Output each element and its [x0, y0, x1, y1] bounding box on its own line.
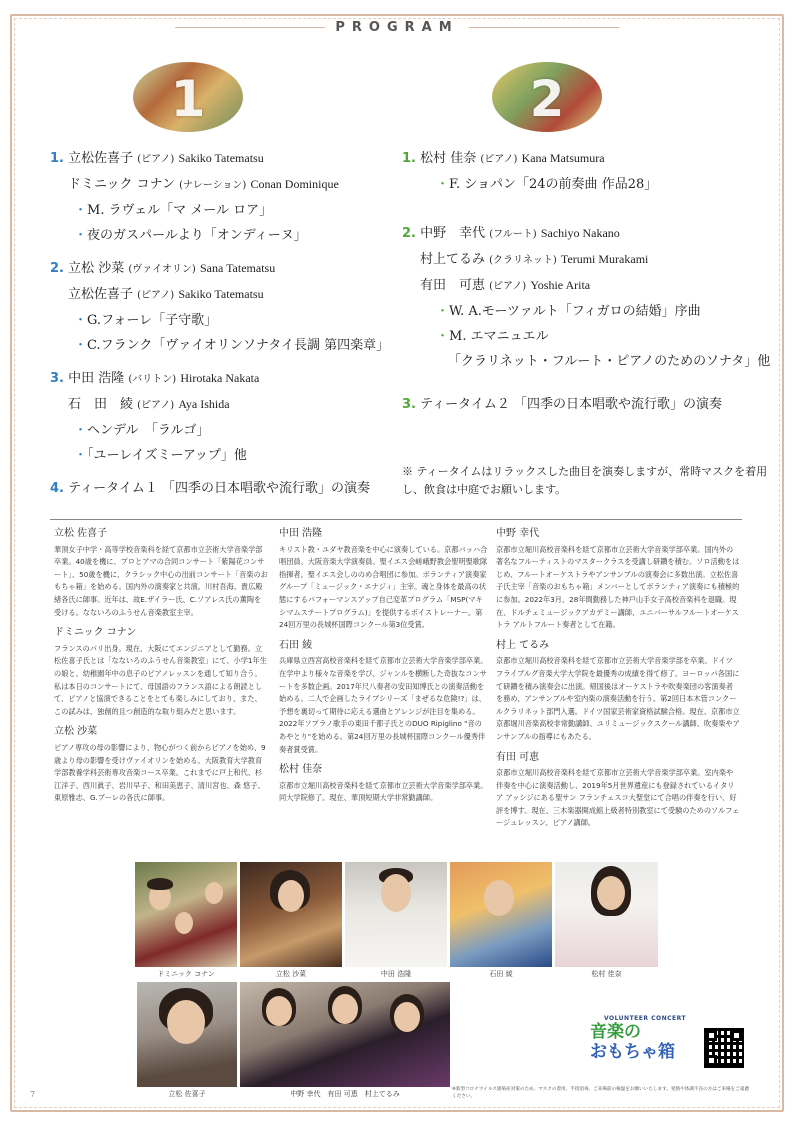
bio-text: キリスト教・ユダヤ教音楽を中心に演奏している。京都バッハ合唱団員、大阪音楽大学演奏員、聖イエス会嵯峨野教会聖明聖歌隊指揮者。聖イエス会しののめ合唱団に参加。ボランティア演奏家グループ「ミュージック・エナジィ」主宰。魂と身体を最高の状態にするパフォーマンスアップ自己変革プログラム「MSP(マキシマムステートプログラム)」を提供するボイストレーナー。第24回万里の長城杯国際コンクール第3位受賞。 — [279, 544, 488, 630]
program-item — [402, 146, 772, 172]
program-item — [50, 282, 390, 308]
omocha-bako-logo — [590, 1015, 700, 1075]
performer-romaji: Sachiyo Nakano — [540, 226, 620, 240]
performer-role: (バリトン) — [128, 374, 177, 385]
item-number: 3. — [50, 371, 64, 386]
bio-column-3 — [496, 528, 740, 838]
photo-nakata — [345, 862, 447, 967]
mask-note: ※ ティータイムはリラックスした曲目を演奏しますが、常時マスクを着用し、飲食は中庭でお願いします。 — [402, 465, 768, 496]
performer-role: (ピアノ) — [489, 281, 527, 292]
program-item — [50, 256, 390, 282]
bio-name: 中野 幸代 — [496, 528, 540, 539]
bio-text: 京都市立堀川高校音楽科を経て京都市立芸術大学音楽学部卒業。室内楽や伴奏を中心に演奏活動し、2019年5月世界遺産にも登録されているイタリア アッシジにある聖サン フランチェスコ大聖堂にて合唱の伴奏を行い、好評を博す。現在、三木楽器開成館上級者特別教室にて受験のためのソルフェージュレッスン、ピアノ講師。 — [496, 768, 740, 828]
program-item — [50, 172, 390, 198]
photo-conan-family — [135, 862, 237, 967]
piece: ・ヘンデル 「ラルゴ」 — [74, 423, 210, 438]
piece-title: G.フォーレ「子守歌」 — [87, 313, 218, 328]
performer-romaji: Yoshie Arita — [530, 278, 591, 292]
heading-rule-right — [469, 27, 619, 28]
performer-name: 立松佐喜子 — [68, 287, 134, 302]
performer-role: (ピアノ) — [137, 400, 175, 411]
bio-text: 京都市立堀川高校音楽科を経て京都市立芸術大学音楽学部卒業。同大学院修了。現在、華頂短期大学非常勤講師。 — [279, 780, 488, 803]
performer-romaji: Conan Dominique — [250, 177, 339, 191]
item-number: 1. — [50, 151, 64, 166]
item-number: 2. — [50, 261, 64, 276]
bio-text: 華頂女子中学・高等学校音楽科を経て京都市立芸術大学音楽学部卒業。40歳を機に、プロとアマの合同コンサート「紫陽花コンサート」、50歳を機に、クラシック中心の出前コンサート「音楽のおもちゃ箱」を始める。国内外の演奏家と共演。川村吾海、貴広殿緒各氏に師事。近年は、故E.ザイラー氏、C.ソアレス氏の薫陶を受ける。なないろのふうせん音楽教室主宰。 — [54, 544, 268, 617]
performer-role: (フルート) — [489, 229, 537, 240]
piece: ・夜のガスパールより「オンディーヌ」 — [74, 228, 307, 243]
photo-caption: 松村 佳奈 — [591, 970, 622, 978]
logo-line-1: 音楽の — [590, 1022, 641, 1042]
performer-role: (ピアノ) — [480, 154, 518, 165]
piece-title: 「クラリネット・フルート・ピアノのためのソナタ」他 — [448, 354, 771, 369]
teatime-item — [402, 392, 772, 417]
item-number: 1. — [402, 151, 416, 166]
part-2-badge — [492, 62, 602, 132]
piece — [402, 349, 772, 374]
performer-romaji: Kana Matsumura — [521, 151, 605, 165]
performer-romaji: Sakiko Tatematsu — [178, 151, 264, 165]
piece-title: F. ショパン「24の前奏曲 作品28」 — [449, 177, 658, 192]
performer-name: 石 田 綾 — [68, 397, 134, 412]
performer-romaji: Aya Ishida — [178, 397, 230, 411]
performer-romaji: Hirotaka Nakata — [180, 371, 260, 385]
bio-column-2 — [279, 528, 489, 813]
program-heading — [0, 20, 794, 35]
performer-name: 村上てるみ — [420, 252, 486, 267]
piece-title: C.フランク「ヴァイオリンソナタイ長調 第四楽章」 — [87, 338, 390, 353]
footnote: ※新型コロナウイルス感染症対策のため、マスクの着用、手指消毒、ご来場前の検温をお願いいたします。発熱や体調不良の方はご来場をご遠慮ください。 — [452, 1087, 750, 1099]
program-item — [402, 247, 772, 273]
piece-title: W. A.モーツァルト「フィガロの結婚」序曲 — [449, 304, 701, 319]
bio-name: 立松 沙菜 — [54, 726, 98, 738]
performer-romaji: Sakiko Tatematsu — [178, 287, 264, 301]
performer-romaji: Terumi Murakami — [560, 252, 649, 266]
photo-sakiko — [137, 982, 237, 1087]
piece-title: 「ユーレイズミーアップ」他 — [87, 448, 247, 463]
piece: ・「ユーレイズミーアップ」他 — [74, 448, 247, 463]
bio-name: 立松 佐喜子 — [54, 528, 108, 539]
bio-text: 京都市立堀川高校音楽科を経て京都市立芸術大学音楽学部を卒業。ドイツ フライブルグ音楽大学大学院を最優秀の成績を得て修了。ヨーロッパ各国にて研鑽を積み演奏会に出演。帰国後はオーケストラや吹奏楽団の客演奏者を務め、アンサンブルや室内楽の演奏活動を行う。第2回日本木管コンクールクラリネット部門入選。ドイツ国家芸術家資格試験合格。現在、京都市立京都堀川音楽高校非常勤講師、ユリミュージックスクール講師、吹奏楽やアンサンブルの指導にもあたる。 — [496, 656, 740, 741]
photo-caption: 中田 浩隆 — [380, 970, 412, 978]
performer-name: 有田 可恵 — [420, 278, 486, 293]
performer-name: 中野 幸代 — [420, 226, 486, 241]
piece: ・C.フランク「ヴァイオリンソナタイ長調 第四楽章」 — [74, 338, 390, 353]
performer-role: (ナレーション) — [179, 180, 247, 191]
piece-title: 夜のガスパールより「オンディーヌ」 — [87, 228, 307, 243]
bio-text: フランスのパリ出身。現在、大阪にてエンジニアとして勤務。立松佐喜子氏とは「なないろのふうせん音楽教室」にて、小学1年生の娘と、幼稚園年中の息子のピアノレッスンを通して知り合う。私は本日のコンサートにて、母国語のフランス語による朗読として、ピアノと協演できることをとても楽しみにしており、また、この試みは、独創的且つ創造的な取り組みだと思います。 — [54, 643, 267, 716]
part-1-badge — [133, 62, 243, 132]
qr-code[interactable] — [704, 1028, 744, 1068]
program-item — [402, 221, 772, 247]
performer-role: (クラリネット) — [489, 255, 557, 266]
bio-name: 松村 佳奈 — [279, 764, 323, 776]
photo-caption: 石田 綾 — [489, 970, 513, 978]
photo-caption: 立松 佐喜子 — [168, 1090, 206, 1098]
teatime-title: ティータイム１ 「四季の日本唱歌や流行歌」の演奏 — [68, 481, 370, 496]
performer-role: (ピアノ) — [137, 290, 175, 301]
program-item — [50, 146, 390, 172]
program-item — [402, 273, 772, 299]
teatime-item — [50, 476, 390, 501]
piece: ・F. ショパン「24の前奏曲 作品28」 — [436, 177, 658, 192]
performer-role: (ヴァイオリン) — [128, 264, 196, 275]
piece: ・M. エマニュエル — [436, 329, 549, 344]
photo-caption: 立松 沙菜 — [275, 970, 307, 978]
bio-text: 京都市立堀川高校音楽科を経て京都市立芸術大学音楽学部卒業。国内外の著名なフルーティストのマスタークラスを受講し研鑽を積む。ソロ活動をはじめ、フルートオーケストラやアンサンブルの演奏会に多数出演。立松佐喜子氏主宰「音楽のおもちゃ箱」メンバーとしてボランティア演奏にも積極的に参加。2022年3月、28年間勤務した神戸山手女子高校音楽科を退職。現在、ドルチェミュージックアカデミー講師、ユニバーサルフルートオーケストラ アルトフルート奏者として在籍。 — [496, 544, 740, 630]
performer-role: (ピアノ) — [137, 154, 175, 165]
teatime-title: ティータイム２ 「四季の日本唱歌や流行歌」の演奏 — [420, 397, 722, 412]
piece: ・W. A.モーツァルト「フィガロの結婚」序曲 — [436, 304, 701, 319]
photo-matsumura — [555, 862, 658, 967]
performer-romaji: Sana Tatematsu — [199, 261, 276, 275]
performer-name: 立松 沙菜 — [68, 261, 125, 276]
piece-title: M. エマニュエル — [449, 329, 549, 344]
performer-name: 松村 佳奈 — [420, 151, 477, 166]
performer-name: 中田 浩隆 — [68, 371, 125, 386]
bio-column-1 — [54, 528, 268, 813]
program-part-1 — [50, 146, 390, 501]
piece-title: M. ラヴェル「マ メール ロア」 — [87, 203, 273, 218]
piece-title: ヘンデル 「ラルゴ」 — [87, 423, 210, 438]
piece: ・G.フォーレ「子守歌」 — [74, 313, 218, 328]
logo-tagline: VOLUNTEER CONCERT — [603, 1015, 687, 1022]
photo-ishida — [450, 862, 552, 967]
page-number: 7 — [30, 1090, 36, 1099]
program-item — [50, 366, 390, 392]
part-1-number: 1 — [170, 70, 206, 128]
piece: ・M. ラヴェル「マ メール ロア」 — [74, 203, 273, 218]
item-number: 2. — [402, 226, 416, 241]
program-item — [50, 392, 390, 418]
section-divider — [50, 519, 742, 520]
photo-sana — [240, 862, 342, 967]
photo-caption: ドミニック コナン — [157, 970, 215, 978]
bio-name: 中田 浩隆 — [279, 528, 323, 539]
performer-name: 立松佐喜子 — [68, 151, 134, 166]
part-2-number: 2 — [529, 70, 565, 128]
bio-name: 村上 てるみ — [496, 639, 550, 651]
bio-text: ピアノ専攻の母の影響により、物心がつく前からピアノを始め、9歳より母の影響を受けヴァイオリンを始める。大阪教育大学教育学部教養学科芸術専攻音楽コース卒業。これまでに戸上和代、杉江洋子、西川眞子、岩川早子、和田美恵子、清川宮也、森 悠子、東原雅志、G.ブーレの各氏に師事。 — [54, 742, 266, 803]
performer-name: ドミニック コナン — [68, 177, 175, 192]
bio-name: 有田 可恵 — [496, 751, 540, 763]
heading-rule-left — [175, 27, 325, 28]
bio-name: 石田 綾 — [279, 639, 313, 651]
photo-trio — [240, 982, 450, 1087]
program-part-2 — [402, 146, 772, 417]
bio-name: ドミニック コナン — [54, 627, 137, 639]
bio-text: 兵庫県立西宮高校音楽科を経て京都市立芸術大学音楽学部卒業。在学中より様々な音楽を学び、ジャンルを横断した奇抜なコンサートを多数企画。2017年尺八奏者の安田知博氏との演奏活動を始める。二人で企画したライブシリーズ「まぜるな危険!?」は、予想を裏切って期待に応える選曲とアレンジが注目を集める。2022年ソプラノ歌手の東田千都子氏とのDUO Ripiglino "音のあやとり"を始める。第24回万里の長城杯国際コンクール優秀伴奏者賞受賞。 — [279, 656, 488, 754]
item-number: 4. — [50, 481, 64, 496]
logo-line-2: おもちゃ箱 — [590, 1042, 675, 1062]
program-title: PROGRAM — [335, 20, 459, 35]
item-number: 3. — [402, 397, 416, 412]
photo-caption: 中野 幸代 有田 可恵 村上てるみ — [290, 1090, 400, 1098]
